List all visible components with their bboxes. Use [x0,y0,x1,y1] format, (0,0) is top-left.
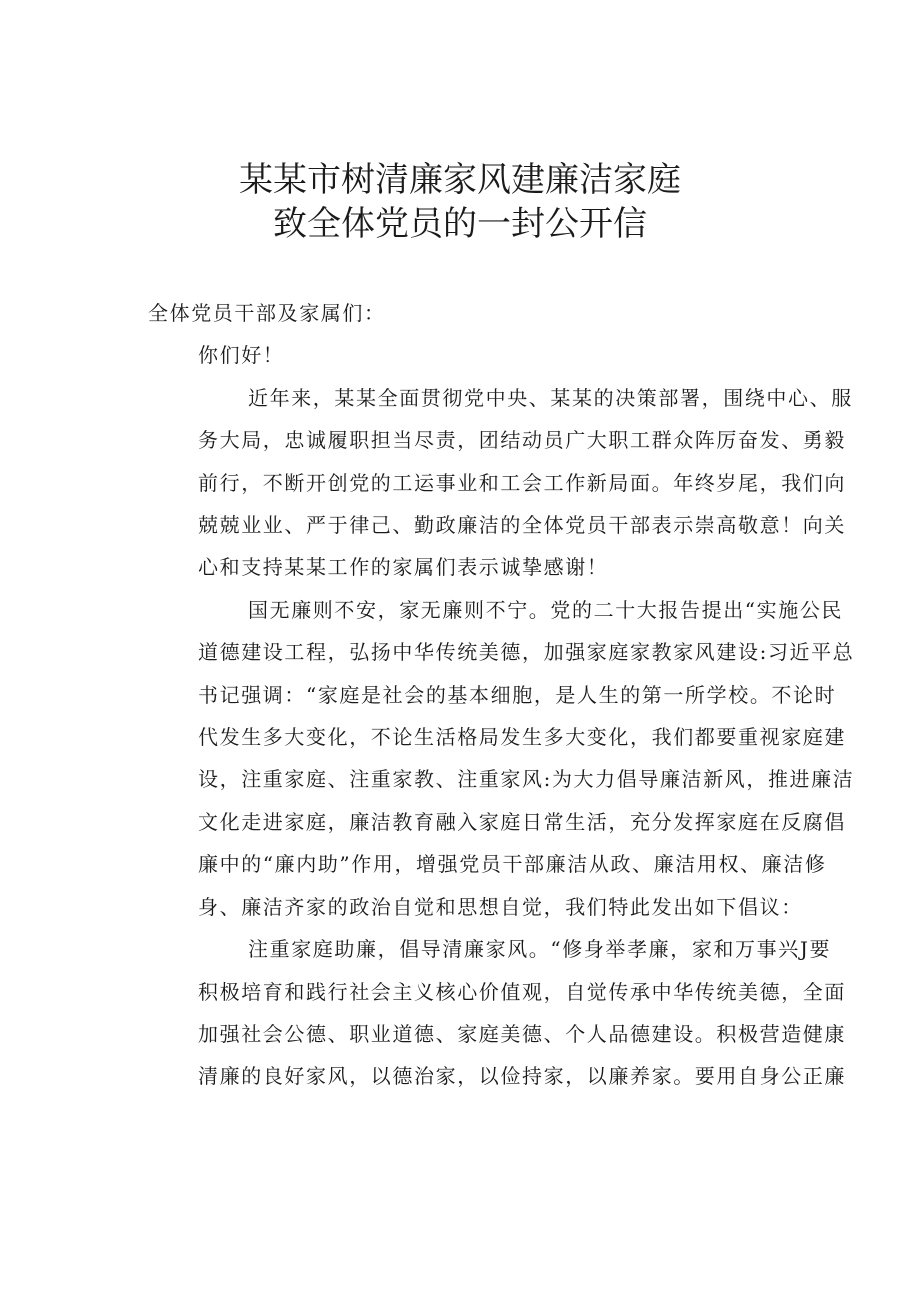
paragraph-line: 文化走进家庭，廉洁教育融入家庭日常生活，充分发挥家庭在反腐倡 [198,809,846,834]
paragraph-line: 设，注重家庭、注重家教、注重家风:为大力倡导廉洁新风，推进廉洁 [198,767,855,792]
title-line-2: 致全体党员的一封公开信 [273,204,647,244]
paragraph-line: 近年来，某某全面贯彻党中央、某某的决策部署，围绕中心、服 [248,385,853,410]
paragraph-intro [148,377,853,589]
paragraph-line: 身、廉洁齐家的政治自觉和思想自觉，我们特此发出如下倡议： [198,894,803,919]
paragraph-line: 加强社会公德、职业道德、家庭美德、个人品德建设。积极营造健康 [198,1021,846,1046]
paragraph-line: 国无廉则不安，家无廉则不宁。党的二十大报告提出“实施公民 [248,597,844,622]
paragraph-line: 兢兢业业、严于律己、勤政廉洁的全体党员干部表示崇高敬意！向关 [198,513,846,538]
salutation: 全体党员干部及家属们： [148,301,386,325]
paragraph-line: 书记强调：“家庭是社会的基本细胞，是人生的第一所学校。不论时 [198,682,837,707]
paragraph-line: 前行，不断开创党的工运事业和工会工作新局面。年终岁尾，我们向 [198,470,846,495]
paragraph-line: 代发生多大变化，不论生活格局发生多大变化，我们都要重视家庭建 [198,725,846,750]
title-line-1: 某某市树清廉家风建廉洁家庭 [239,160,681,200]
paragraph-line: 务大局，忠诚履职担当尽责，团结动员广大职工群众阵厉奋发、勇毅 [198,428,846,453]
paragraph-line: 道德建设工程，弘扬中华传统美德，加强家庭家教家风建设:习近平总 [198,640,855,665]
paragraph-line: 廉中的“廉内助”作用，增强党员干部廉洁从政、廉洁用权、廉洁修 [198,852,827,877]
paragraph-line: 清廉的良好家风，以德治家，以俭持家，以廉养家。要用自身公正廉 [198,1064,846,1089]
letter-title [0,158,920,246]
paragraph-line: 心和支持某某工作的家属们表示诚挚感谢！ [198,555,609,580]
paragraph-line: 注重家庭助廉，倡导清廉家风。“修身举孝廉，家和万事兴J要 [248,937,832,962]
greeting: 你们好！ [198,343,285,368]
paragraph-context [148,589,855,928]
paragraph-proposal [148,928,846,1098]
paragraph-line: 积极培育和践行社会主义核心价值观，自觉传承中华传统美德，全面 [198,979,846,1004]
letter-body [148,292,855,1098]
